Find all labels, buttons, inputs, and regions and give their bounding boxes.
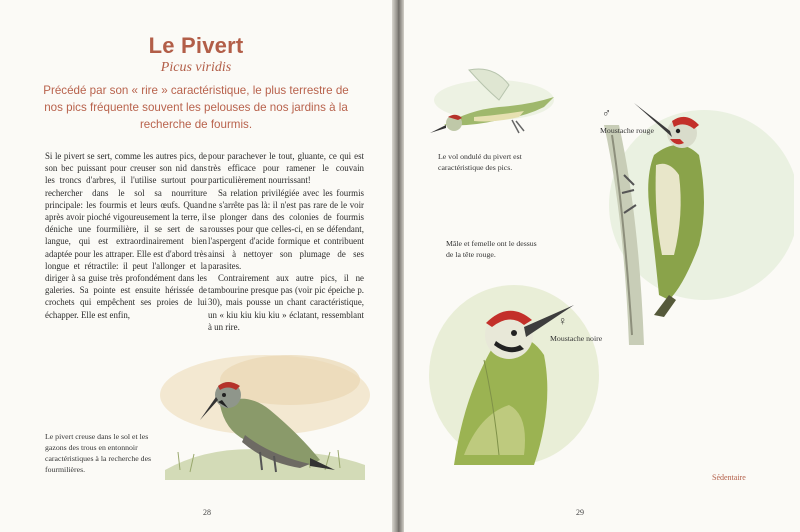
- text-column-1: [45, 150, 207, 321]
- lead-paragraph: Précédé par son « rire » caractéristique, le plus terrestre de nos pics fréquente souvent les pelouses de nos jardins à la recherche de fourmis.: [43, 84, 349, 131]
- scientific-name: Picus viridis: [160, 60, 232, 75]
- heads-caption: Mâle et femelle ont le dessus de la tête rouge.: [446, 239, 537, 259]
- left-page: [0, 0, 392, 532]
- status-label: Sédentaire: [712, 473, 746, 482]
- book-gutter: [392, 0, 404, 532]
- female-moustache-label: Moustache noire: [550, 334, 603, 343]
- right-page: [404, 0, 800, 532]
- female-symbol: ♀: [558, 314, 567, 328]
- illustration-caption: Le pivert creuse dans le sol et les gazons des trous en entonnoir caractéristiques à la recherche des fourmilières.: [45, 432, 152, 474]
- page-title: Le Pivert: [148, 33, 244, 58]
- body-paragraph: pour parachever le tout, gluante, ce qui est très efficace pour ramener le couvain particulièrement nourrissant!: [208, 151, 364, 186]
- woodpecker-flight-illustration: [424, 65, 564, 145]
- male-symbol: ♂: [602, 106, 611, 120]
- body-paragraph: Sa relation privilégiée avec les fourmis ne s'arrête pas là: il n'est pas rare de le voir se plonger dans des colonies de fourmis rousses pour que celles-ci, en se défendant, l'aspergent d'acide formique et contribuent ainsi à nettoyer son plumage de ses parasites.: [208, 187, 364, 271]
- body-paragraph: Contrairement aux autre pics, il ne tambourine presque pas (voir pic épeiche p. 30), mais pousse un chant caractéristique, un « kiu kiu kiu kiu » éclatant, ressemblant à un rire.: [208, 273, 364, 332]
- page-number: 28: [203, 508, 211, 517]
- flight-caption: Le vol ondulé du pivert est caractéristique des pics.: [438, 152, 522, 172]
- text-column-2: [208, 150, 364, 333]
- body-paragraph: Si le pivert se sert, comme les autres pics, de son bec puissant pour creuser son nid dans les troncs d'arbres, il l'utilise surtout pour rechercher dans le sol sa nourriture principale: les fourmis et leurs œufs. Quand après avoir pioché vigoureusement la terre, il déniche une fourmilière, il se sert de sa langue, qui est extraordinairement bien adaptée pour les attraper. Elle est d'abord très longue et rétractile: il peut l'allonger et la diriger à sa guise très profondément dans les galeries. Sa pointe est ensuite hérissée de crochets qui empêchent ses proies de lui échapper. Elle est enfin,: [45, 151, 207, 320]
- woodpecker-female-illustration: [424, 265, 614, 475]
- page-number: 29: [576, 508, 584, 517]
- male-moustache-label: Moustache rouge: [600, 126, 654, 135]
- woodpecker-ground-illustration: [150, 340, 375, 490]
